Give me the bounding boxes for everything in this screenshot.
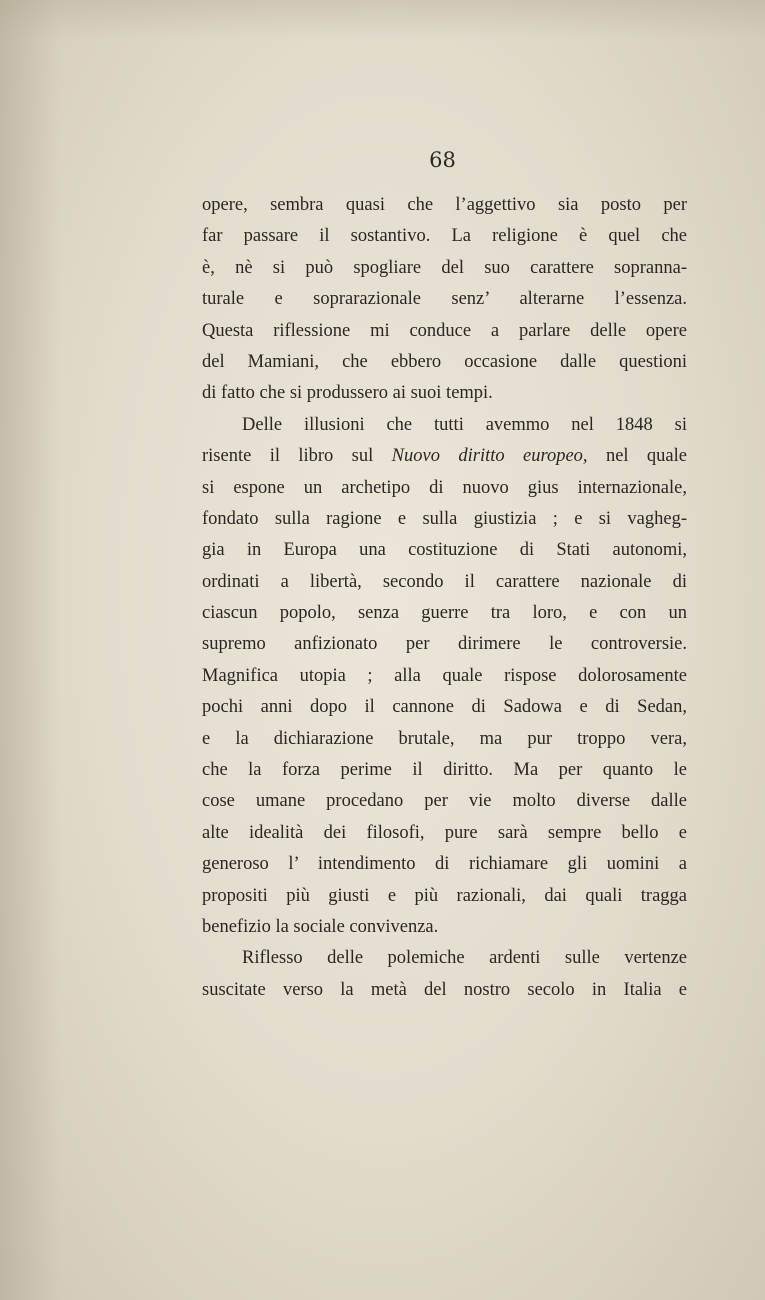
text-line: Delle illusioni che tutti avemmo nel 1848 si [242,414,687,435]
page-number: 68 [429,148,456,172]
text-line: alte idealità dei filosofi, pure sarà sempre bello e [202,822,687,843]
page-edge-shadow [0,0,60,1300]
text-line: che la forza perime il diritto. Ma per quanto le [202,760,687,781]
text-line: generoso l’ intendimento di richiamare gli uomini a [202,854,687,875]
text-line: si espone un archetipo di nuovo gius internazionale, [202,477,687,498]
text-line [202,441,687,472]
text-line-segment: risente il libro sul [202,446,392,467]
text-line: di fatto che si produssero ai suoi tempi. [202,383,493,404]
text-line: benefizio la sociale convivenza. [202,916,439,937]
text-line: suscitate verso la metà del nostro secolo in Italia e [202,979,687,1000]
text-line: opere, sembra quasi che l’aggettivo sia posto per [202,195,687,215]
text-line: far passare il sostantivo. La religione è quel che [202,226,687,247]
text-line: gia in Europa una costituzione di Stati autonomi, [202,540,687,561]
text-line: supremo anfizionato per dirimere le controversie. [202,634,687,655]
text-line: Questa riflessione mi conduce a parlare delle opere [202,320,687,341]
text-line: e la dichiarazione brutale, ma pur troppo vera, [202,728,687,749]
text-line: Riflesso delle polemiche ardenti sulle vertenze [242,948,687,969]
book-title-italic: Nuovo diritto europeo, [391,446,588,467]
text-line: del Mamiani, che ebbero occasione dalle questioni [202,351,687,372]
body-text [202,190,687,1006]
text-line: ordinati a libertà, secondo il carattere nazionale di [202,571,687,592]
text-line-segment: nel quale [587,446,687,467]
page-top-shadow [0,0,765,40]
text-line: turale e soprarazionale senz’ alterarne l’essenza. [202,289,687,310]
text-line: pochi anni dopo il cannone di Sadowa e di Sedan, [202,697,687,718]
text-line: ciascun popolo, senza guerre tra loro, e con un [202,603,687,624]
text-line: Magnifica utopia ; alla quale rispose dolorosamente [202,665,687,686]
text-line: è, nè si può spogliare del suo carattere sopranna- [202,257,687,278]
text-line: propositi più giusti e più razionali, dai quali tragga [202,885,687,906]
text-line: cose umane procedano per vie molto diverse dalle [202,791,687,812]
text-line: fondato sulla ragione e sulla giustizia ; e si vagheg- [202,508,687,529]
